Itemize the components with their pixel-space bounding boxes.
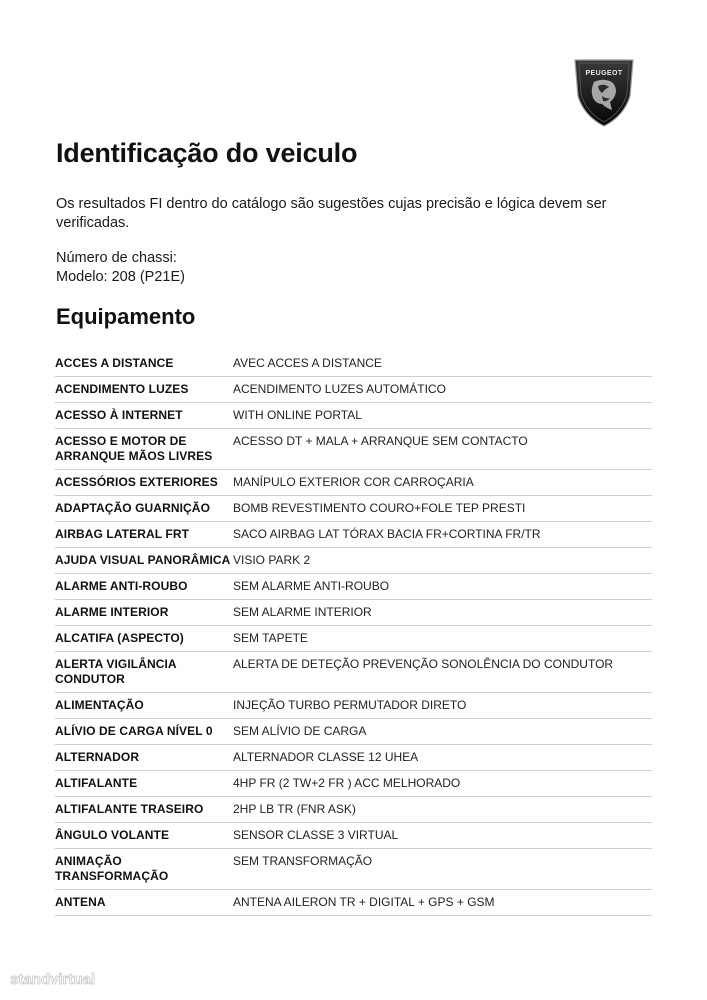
equipment-value: VISIO PARK 2: [233, 548, 652, 574]
table-row: [55, 403, 652, 429]
equipment-value: SEM TRANSFORMAÇÃO: [233, 849, 652, 890]
table-row: [55, 771, 652, 797]
equipment-value: SACO AIRBAG LAT TÓRAX BACIA FR+CORTINA FR/TR: [233, 522, 652, 548]
equipment-value: SEM ALÍVIO DE CARGA: [233, 719, 652, 745]
equipment-value: SEM ALARME ANTI-ROUBO: [233, 574, 652, 600]
table-row: [55, 745, 652, 771]
equipment-label: ALTERNADOR: [55, 745, 233, 771]
equipment-value: ALTERNADOR CLASSE 12 UHEA: [233, 745, 652, 771]
equipment-label: ALARME INTERIOR: [55, 600, 233, 626]
equipment-label: ÂNGULO VOLANTE: [55, 823, 233, 849]
equipment-label: ALTIFALANTE TRASEIRO: [55, 797, 233, 823]
equipment-value: INJEÇÃO TURBO PERMUTADOR DIRETO: [233, 693, 652, 719]
equipment-label: AJUDA VISUAL PANORÂMICA: [55, 548, 233, 574]
table-row: [55, 719, 652, 745]
equipment-label: ALÍVIO DE CARGA NÍVEL 0: [55, 719, 233, 745]
equipment-label: ANTENA: [55, 890, 233, 916]
equipment-value: ACENDIMENTO LUZES AUTOMÁTICO: [233, 377, 652, 403]
equipment-value: MANÍPULO EXTERIOR COR CARROÇARIA: [233, 470, 652, 496]
equipment-label: ALARME ANTI-ROUBO: [55, 574, 233, 600]
table-row: [55, 823, 652, 849]
watermark-logo-icon: [8, 965, 126, 991]
table-row: [55, 574, 652, 600]
peugeot-logo: [572, 58, 636, 128]
equipment-value: SEM ALARME INTERIOR: [233, 600, 652, 626]
equipment-label: ALCATIFA (ASPECTO): [55, 626, 233, 652]
intro-text: Os resultados FI dentro do catálogo são sugestões cujas precisão e lógica devem ser verificadas.: [56, 196, 607, 231]
vehicle-meta: [56, 249, 185, 287]
equipment-label: ALIMENTAÇÃO: [55, 693, 233, 719]
model-label: Modelo: 208 (P21E): [56, 269, 185, 285]
equipment-label: ALERTA VIGILÂNCIA CONDUTOR: [55, 652, 233, 693]
equipment-label: ANIMAÇÃO TRANSFORMAÇÃO: [55, 849, 233, 890]
table-row: [55, 652, 652, 693]
table-row: [55, 797, 652, 823]
table-row: [55, 548, 652, 574]
table-row: [55, 849, 652, 890]
equipment-label: ACESSO E MOTOR DE ARRANQUE MÃOS LIVRES: [55, 429, 233, 470]
table-row: [55, 377, 652, 403]
table-row: [55, 351, 652, 377]
standvirtual-watermark: [8, 965, 126, 991]
equipment-value: ANTENA AILERON TR + DIGITAL + GPS + GSM: [233, 890, 652, 916]
equipment-label: ACCES A DISTANCE: [55, 351, 233, 377]
equipment-table: [55, 351, 652, 916]
chassis-number-label: Número de chassi:: [56, 250, 177, 266]
table-row: [55, 496, 652, 522]
equipment-label: ACESSÓRIOS EXTERIORES: [55, 470, 233, 496]
equipment-value: ALERTA DE DETEÇÃO PREVENÇÃO SONOLÊNCIA DO CONDUTOR: [233, 652, 652, 693]
logo-wordmark: PEUGEOT: [585, 70, 623, 77]
equipment-value: WITH ONLINE PORTAL: [233, 403, 652, 429]
table-row: [55, 429, 652, 470]
peugeot-shield-icon: [572, 58, 636, 128]
equipment-value: 4HP FR (2 TW+2 FR ) ACC MELHORADO: [233, 771, 652, 797]
equipment-value: ACESSO DT + MALA + ARRANQUE SEM CONTACTO: [233, 429, 652, 470]
section-title-equipment: Equipamento: [56, 304, 196, 329]
equipment-label: ALTIFALANTE: [55, 771, 233, 797]
watermark-text: standvirtual: [10, 971, 96, 988]
equipment-value: SENSOR CLASSE 3 VIRTUAL: [233, 823, 652, 849]
equipment-value: 2HP LB TR (FNR ASK): [233, 797, 652, 823]
equipment-label: AIRBAG LATERAL FRT: [55, 522, 233, 548]
table-row: [55, 522, 652, 548]
page-title: Identificação do veiculo: [56, 138, 358, 168]
equipment-value: SEM TAPETE: [233, 626, 652, 652]
equipment-label: ADAPTAÇÃO GUARNIÇÃO: [55, 496, 233, 522]
table-row: [55, 600, 652, 626]
equipment-value: BOMB REVESTIMENTO COURO+FOLE TEP PRESTI: [233, 496, 652, 522]
table-row: [55, 470, 652, 496]
equipment-label: ACESSO À INTERNET: [55, 403, 233, 429]
table-row: [55, 890, 652, 916]
table-row: [55, 626, 652, 652]
equipment-label: ACENDIMENTO LUZES: [55, 377, 233, 403]
table-row: [55, 693, 652, 719]
equipment-value: AVEC ACCES A DISTANCE: [233, 351, 652, 377]
